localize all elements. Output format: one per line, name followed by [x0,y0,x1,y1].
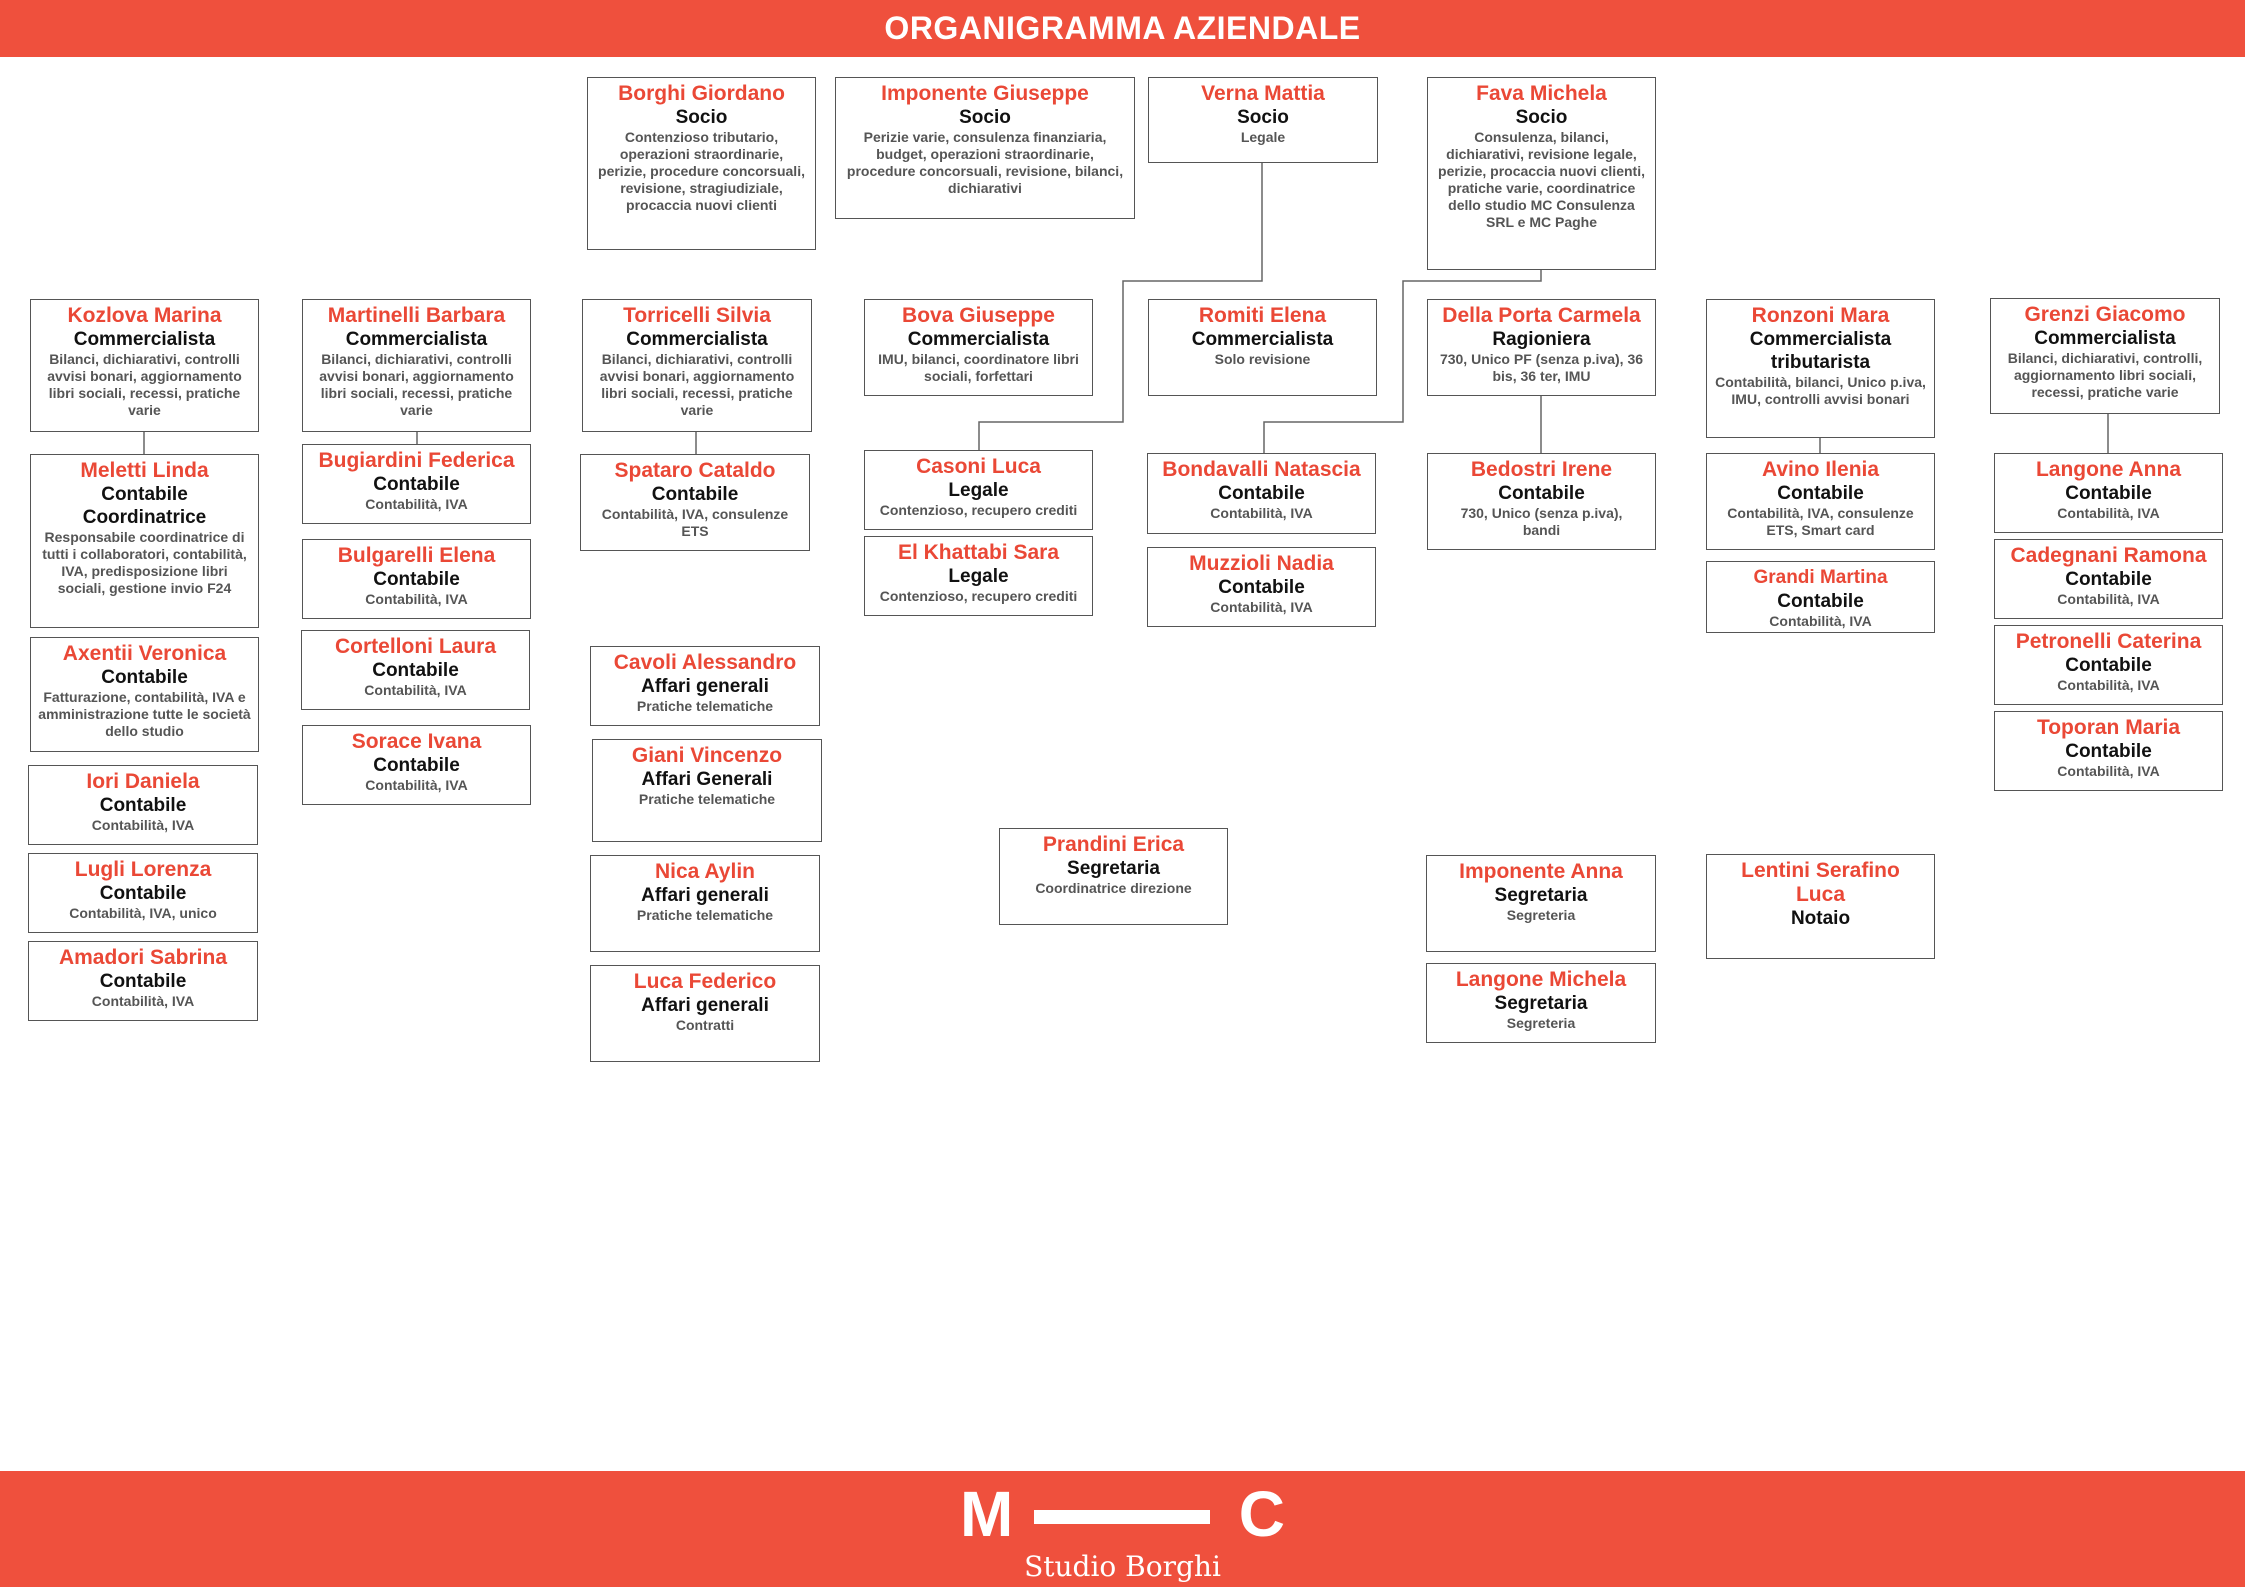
person-role: Contabile [99,883,187,904]
person-role: Legale [948,566,1009,587]
person-name: Ronzoni Mara [1751,304,1890,327]
person-name: Amadori Sabrina [58,946,228,969]
person-desc: Consulenza, bilanci, dichiarativi, revisione legale, perizie, procaccia nuovi clienti, pratiche varie, coordinatrice dello studio MC Consulenza SRL e MC Paghe [1438,129,1645,230]
person-role: Contabile [1777,591,1864,612]
logo-bar [1034,1510,1210,1524]
person-desc: Bilanci, dichiarativi, controlli, aggiornamento libri sociali, recessi, pratiche varie [2007,350,2203,400]
person-desc: Bilanci, dichiarativi, controlli avvisi bonari, aggiornamento libri sociali, recessi, pratiche varie [47,351,242,418]
person-role: Contabile [372,660,459,681]
person-desc: Contabilità, IVA [2057,677,2160,693]
person-card [1994,539,2223,619]
person-desc: Contabilità, IVA, unico [69,905,217,921]
person-desc: Contabilità, IVA [365,777,468,793]
person-desc: Pratiche telematiche [636,907,774,923]
partner-card [1148,77,1378,163]
person-desc: Contabilità, IVA, consulenze ETS [601,506,789,539]
person-card [590,855,820,952]
person-role: Contabile [1218,483,1305,504]
person-desc: Contabilità, IVA [91,993,195,1009]
person-desc: IMU, bilanci, coordinatore libri sociali, forfettari [878,351,1079,384]
person-desc: Contabilità, IVA, consulenze ETS, Smart card [1727,505,1914,538]
person-desc: Contabilità, bilanci, Unico p.iva, IMU, controlli avvisi bonari [1715,374,1926,407]
person-name: Langone Michela [1455,968,1627,991]
person-role: Commercialista [73,329,216,350]
person-card [1147,453,1376,534]
person-card [28,853,258,933]
person-desc: Contabilità, IVA [364,682,467,698]
person-role: Contabile [101,667,188,688]
person-desc: Pratiche telematiche [638,791,776,807]
person-role: Contabile [99,795,187,816]
person-card [1990,298,2220,414]
person-role: Socio [1515,107,1568,128]
person-role: Contabile [99,971,187,992]
person-role: Commercialista [1191,329,1334,350]
person-role: Socio [675,107,728,128]
person-name: Borghi Giordano [618,82,785,105]
person-name: Della Porta Carmela [1442,304,1641,327]
person-card [302,539,531,619]
person-name: Grenzi Giacomo [2024,303,2186,326]
person-role: Contabile [2065,569,2152,590]
person-role: Affari generali [641,995,769,1016]
person-desc: Pratiche telematiche [636,698,774,714]
person-role: Contabile [373,569,460,590]
person-desc: Fatturazione, contabilità, IVA e amministrazione tutte le società dello studio [38,689,251,739]
person-role: Segretaria [1067,858,1160,879]
person-desc: Perizie varie, consulenza finanziaria, budget, operazioni straordinarie, procedure concorsuali, revisione, bilanci, dichiarativi [846,129,1124,196]
person-card [590,965,820,1062]
person-card [28,941,258,1021]
person-name: Cortelloni Laura [334,635,497,658]
person-name: Bondavalli Natascia [1162,458,1361,481]
person-card [28,765,258,845]
person-desc: Contabilità, IVA [2057,505,2160,521]
studio-logo [960,1478,1285,1586]
person-role: Legale [948,480,1009,501]
person-card [999,828,1228,925]
person-card [1148,299,1377,396]
person-card [582,299,812,432]
person-name: Giani Vincenzo [631,744,783,767]
person-role: Contabile [373,755,460,776]
person-card [592,739,822,842]
person-role: Socio [1237,107,1289,128]
person-desc: Segreteria [1506,1015,1576,1031]
person-role: Segretaria [1494,993,1588,1014]
person-desc: Contabilità, IVA [1210,599,1313,615]
person-desc: Contabilità, IVA [2057,591,2160,607]
person-card [864,450,1093,530]
person-desc: Bilanci, dichiarativi, controlli avvisi bonari, aggiornamento libri sociali, recessi, pratiche varie [599,351,795,418]
person-role: Contabile Coordinatrice [82,484,207,528]
person-desc: Contabilità, IVA [91,817,195,833]
person-name: Muzzioli Nadia [1189,552,1334,575]
person-desc: Contabilità, IVA [1769,613,1872,629]
person-role: Socio [959,107,1011,128]
person-name: Kozlova Marina [67,304,222,327]
person-name: El Khattabi Sara [897,541,1060,564]
person-card [30,637,259,752]
person-name: Toporan Maria [2036,716,2181,739]
person-name: Spataro Cataldo [614,459,776,482]
person-name: Torricelli Silvia [623,304,771,327]
person-card [580,454,810,551]
person-role: Commercialista [2034,328,2176,349]
person-card [1706,453,1935,550]
person-role: Contabile [1498,483,1585,504]
person-card [30,454,259,628]
person-name: Iori Daniela [86,770,200,793]
person-name: Luca Federico [633,970,777,993]
person-desc: Coordinatrice direzione [1035,880,1192,896]
person-name: Nica Aylin [655,860,755,883]
person-role: Commercialista [907,329,1050,350]
person-role: Ragioniera [1492,329,1591,350]
person-desc: Segreteria [1506,907,1576,923]
person-name: Bugiardini Federica [318,449,515,472]
person-card [1994,711,2223,791]
person-card [1994,625,2223,705]
person-name: Axentii Veronica [62,642,227,665]
person-name: Imponente Anna [1459,860,1623,883]
logo-letter-m: M [960,1478,1014,1550]
person-card [1426,963,1656,1043]
person-role: Affari Generali [641,769,773,790]
person-card [1426,855,1656,952]
person-desc: Bilanci, dichiarativi, controlli avvisi bonari, aggiornamento libri sociali, recessi, pratiche varie [319,351,514,418]
person-role: Contabile [2065,655,2152,676]
person-name: Romiti Elena [1198,304,1327,327]
person-card [301,630,530,710]
person-desc: Legale [1240,129,1286,145]
person-desc: Contabilità, IVA [2057,763,2160,779]
person-desc: Contabilità, IVA [365,496,468,512]
person-name: Bedostri Irene [1470,458,1613,481]
person-card [302,444,531,524]
logo-subtitle: Studio Borghi [1024,1550,1221,1583]
person-name: Grandi Martina [1753,567,1888,588]
person-name: Petronelli Caterina [2015,630,2202,653]
page-title: ORGANIGRAMMA AZIENDALE [0,0,2245,57]
person-role: Contabile [373,474,460,495]
person-role: Commercialista [626,329,768,350]
person-name: Verna Mattia [1201,82,1325,105]
partner-card [1427,77,1656,270]
person-name: Fava Michela [1476,82,1607,105]
person-name: Cavoli Alessandro [613,651,797,674]
person-desc: 730, Unico (senza p.iva), bandi [1460,505,1623,538]
person-card [302,299,531,432]
person-role: Contabile [1218,577,1305,598]
person-card [864,299,1093,396]
person-role: Notaio [1790,908,1851,929]
person-role: Commercialista tributarista [1749,329,1892,373]
person-name: Lugli Lorenza [74,858,212,881]
person-card [1706,561,1935,633]
person-name: Lentini Serafino Luca [1741,859,1900,906]
person-card [1706,854,1935,959]
person-desc: Solo revisione [1214,351,1311,367]
partner-card [835,77,1135,219]
person-desc: Contenzioso, recupero crediti [879,502,1078,518]
person-role: Contabile [651,484,739,505]
person-name: Prandini Erica [1042,833,1185,856]
person-name: Meletti Linda [80,459,209,482]
person-card [1427,453,1656,550]
person-card [302,725,531,805]
person-name: Imponente Giuseppe [881,82,1089,105]
person-name: Bova Giuseppe [902,304,1055,327]
person-desc: Contabilità, IVA [1210,505,1313,521]
logo-letter-c: C [1238,1478,1285,1550]
person-card [30,299,259,432]
person-role: Affari generali [641,885,769,906]
person-desc: Responsabile coordinatrice di tutti i collaboratori, contabilità, IVA, predisposizione libri sociali, gestione invio F24 [42,529,247,596]
person-card [1706,299,1935,438]
person-name: Casoni Luca [916,455,1041,478]
person-role: Affari generali [641,676,769,697]
person-desc: Contenzioso, recupero crediti [879,588,1078,604]
person-desc: Contabilità, IVA [365,591,468,607]
partner-card [587,77,816,250]
person-role: Contabile [1777,483,1864,504]
person-name: Langone Anna [2035,458,2182,481]
person-name: Cadegnani Ramona [2010,544,2207,567]
person-name: Bulgarelli Elena [337,544,496,567]
person-card [590,646,820,726]
person-card [1427,299,1656,396]
person-desc: Contenzioso tributario, operazioni straordinarie, perizie, procedure concorsuali, revisione, stragiudiziale, procaccia nuovi clienti [598,129,805,213]
person-card [1147,547,1376,627]
person-desc: Contratti [675,1017,735,1033]
person-card [864,536,1093,616]
person-role: Contabile [2065,483,2152,504]
person-role: Commercialista [345,329,488,350]
person-card [1994,453,2223,533]
person-role: Contabile [2065,741,2152,762]
person-name: Sorace Ivana [351,730,482,753]
person-name: Martinelli Barbara [327,304,506,327]
person-role: Segretaria [1494,885,1588,906]
person-desc: 730, Unico PF (senza p.iva), 36 bis, 36 ter, IMU [1439,351,1644,384]
person-name: Avino Ilenia [1761,458,1880,481]
